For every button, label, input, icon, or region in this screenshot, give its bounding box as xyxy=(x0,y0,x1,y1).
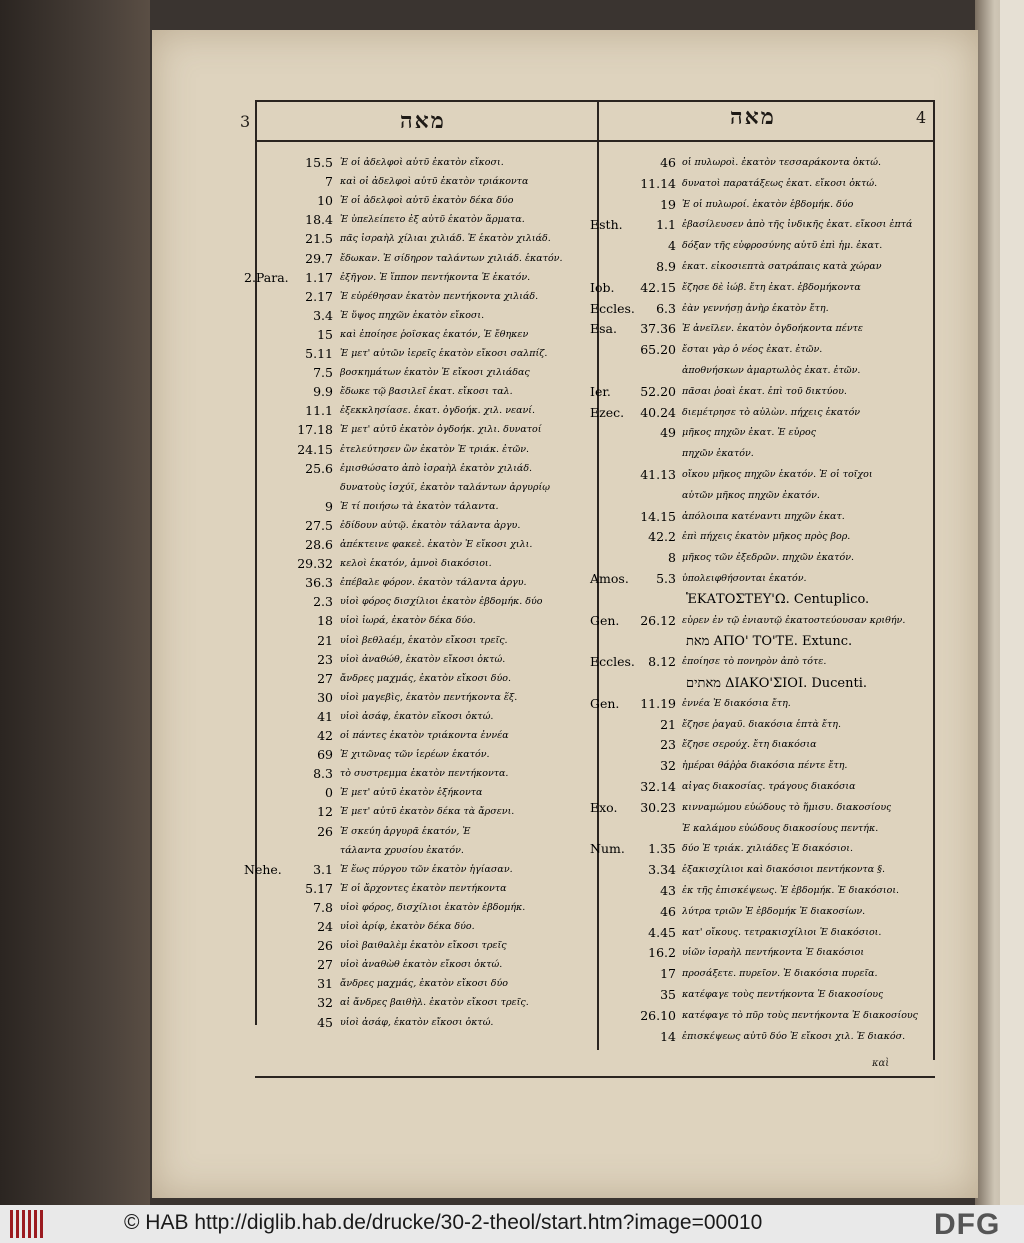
left-entry-text: Ἐ χιτῶνας τῶν ἱερέων ἑκατόν. xyxy=(340,749,490,761)
left-verse-reference: 27.5 xyxy=(305,517,333,533)
left-verse-reference: 17.18 xyxy=(297,422,333,438)
right-entry-text: κατέφαγε τοὺς πεντήκοντα Ἐ διακοσίους xyxy=(682,989,884,1000)
right-verse-reference: 11.14 xyxy=(640,175,676,191)
left-entry-text: υἱοὶ ἀσάφ, ἑκατὸν εἴκοσι ὀκτώ. xyxy=(340,1016,494,1028)
left-entry-text: ἐδίδουν αὐτῷ. ἑκατὸν τάλαντα ἀργυ. xyxy=(340,519,521,531)
right-entry-text: κινναμώμου εὐώδους τὸ ἥμισυ. διακοσίους xyxy=(682,801,892,813)
left-verse-reference: 31 xyxy=(317,976,333,992)
right-verse-reference: 23 xyxy=(660,737,676,753)
left-verse-reference: 11.1 xyxy=(305,403,333,419)
right-verse-reference: 1.35 xyxy=(648,841,676,857)
left-entry-text: υἱοὶ βαιθαλὲμ ἑκατὸν εἴκοσι τρεῖς xyxy=(340,940,507,952)
left-verse-reference: 9 xyxy=(325,498,333,514)
right-entry-text: ἐννέα Ἐ διακόσια ἔτη. xyxy=(682,697,791,709)
right-verse-reference: 40.24 xyxy=(640,404,676,420)
left-entry-text: ἐμισθώσατο ἀπὸ ἰσραὴλ ἑκατὸν χιλιάδ. xyxy=(340,462,533,474)
left-entry-text: αἱ ἄνδρες βαιθὴλ. ἑκατὸν εἴκοσι τρεῖς. xyxy=(340,997,529,1009)
left-entry-text: υἱοὶ ἀναθώθ, ἑκατὸν εἴκοσι ὀκτώ. xyxy=(340,653,506,665)
left-verse-reference: 30 xyxy=(317,689,333,705)
left-entry-text: πᾶς ἰσραὴλ χίλιαι χιλιάδ. Ἐ ἑκατὸν χιλιάδ. xyxy=(340,233,551,245)
right-entry-text: λύτρα τριῶν Ἐ ἑβδομήκ Ἐ διακοσίων. xyxy=(682,905,866,917)
left-verse-reference: 69 xyxy=(317,747,333,763)
right-verse-reference: 8.9 xyxy=(656,259,676,274)
right-verse-reference: 42.15 xyxy=(640,279,676,295)
right-verse-reference: 49 xyxy=(660,425,676,441)
frame-rule-left xyxy=(255,100,257,1025)
right-entry-text: μῆκος τῶν ἐξεδρῶν. πηχῶν ἑκατόν. xyxy=(682,552,854,564)
left-verse-reference: 7.8 xyxy=(313,899,333,915)
left-entry-text: υἱοὶ βεθλαέμ, ἑκατὸν εἴκοσι τρεῖς. xyxy=(340,634,508,646)
left-entry-text: υἱοὶ ἀσάφ, ἑκατὸν εἴκοσι ὀκτώ. xyxy=(340,710,494,722)
left-entry-text: υἱοὶ ἀναθὼθ ἑκατὸν εἴκοσι ὀκτώ. xyxy=(340,959,503,971)
right-entry-text: δύο Ἐ τριάκ. χιλιάδες Ἐ διακόσιοι. xyxy=(682,843,854,855)
right-entry-text: ἐβασίλευσεν ἀπὸ τῆς ἰνδικῆς ἑκατ. εἴκοσι ἑπτά xyxy=(682,219,913,231)
right-verse-reference: 26.10 xyxy=(640,1007,676,1023)
right-section-heading: מאתים ΔΙΑΚΟ'ΣΙΟΙ. Ducenti. xyxy=(686,676,867,691)
left-entry-text: Ἐ οἱ ἀδελφοὶ αὐτῦ ἑκατὸν εἴκοσι. xyxy=(340,157,504,168)
right-book-name: Eccles. xyxy=(590,654,635,670)
left-verse-reference: 3.1 xyxy=(313,861,333,877)
frame-rule-bottom xyxy=(255,1076,935,1078)
right-book-name: Iob. xyxy=(590,279,615,295)
left-verse-reference: 21.5 xyxy=(305,231,333,247)
right-book-name: Exo. xyxy=(590,799,618,815)
right-entry-text: ὑπολειφθήσονται ἑκατόν. xyxy=(682,573,807,584)
left-entry-text: ἔδωκαν. Ἐ σίδηρον ταλάντων χιλιάδ. ἑκατόν. xyxy=(340,252,563,264)
right-book-name: Gen. xyxy=(590,612,620,628)
right-verse-reference: 65.20 xyxy=(640,342,676,358)
right-verse-reference: 52.20 xyxy=(640,383,676,399)
left-verse-reference: 0 xyxy=(325,785,333,801)
left-verse-reference: 15.5 xyxy=(305,155,333,170)
right-entry-text: διεμέτρησε τὸ αὐλὼν. πήχεις ἑκατόν xyxy=(682,406,861,418)
left-entry-text: ἐπέβαλε φόρον. ἑκατὸν τάλαντα ἀργυ. xyxy=(340,577,527,589)
left-verse-reference: 2.3 xyxy=(313,594,333,610)
right-verse-reference: 17 xyxy=(660,966,676,982)
left-verse-reference: 5.17 xyxy=(305,880,333,896)
right-entry-text: ἔζησε ῥαγαῦ. διακόσια ἑπτὰ ἔτη. xyxy=(682,718,841,730)
left-entry-text: ἔδωκε τῷ βασιλεῖ ἑκατ. εἴκοσι ταλ. xyxy=(340,386,513,398)
left-verse-reference: 8.3 xyxy=(313,766,333,782)
right-entry-text: αὐτῶν μῆκος πηχῶν ἑκατόν. xyxy=(682,489,820,501)
right-verse-reference: 42.2 xyxy=(648,529,676,545)
left-entry-text: Ἐ μετ' αὐτῦ ἑκατὸν ὀγδοήκ. χιλι. δυνατοί xyxy=(340,424,542,436)
dfg-logo: DFG xyxy=(934,1208,1001,1241)
left-entry-text: Ἐ ἕως πύργου τῶν ἑκατὸν ἡγίασαν. xyxy=(340,863,513,875)
left-verse-reference: 27 xyxy=(317,670,333,686)
right-entry-text: οἴκου μῆκος πηχῶν ἑκατόν. Ἐ οἱ τοῖχοι xyxy=(682,469,873,480)
left-entry-text: υἱοὶ ἰωρά, ἑκατὸν δέκα δύο. xyxy=(340,615,476,627)
left-entry-text: ἐτελεύτησεν ὢν ἑκατὸν Ἐ τριάκ. ἐτῶν. xyxy=(340,443,529,455)
left-entry-text: τὸ συστρεμμα ἑκατὸν πεντήκοντα. xyxy=(340,768,509,780)
right-entry-text: εὗρεν ἐν τῷ ἐνιαυτῷ ἑκατοστεύουσαν κριθήν. xyxy=(682,614,906,626)
left-verse-reference: 28.6 xyxy=(305,537,333,552)
left-verse-reference: 12 xyxy=(317,804,333,820)
right-verse-reference: 35 xyxy=(660,987,676,1002)
hab-barcode-logo-icon[interactable] xyxy=(8,1208,48,1240)
right-entry-text: κατέφαγε τὸ πῦρ τοὺς πεντήκοντα Ἐ διακοσίους xyxy=(682,1009,919,1021)
right-verse-reference: 4 xyxy=(668,238,676,254)
left-verse-reference: 23 xyxy=(317,651,333,667)
right-book-name: Ier. xyxy=(590,383,611,399)
right-entry-text: κατ' οἴκους. τετρακισχίλιοι Ἐ διακόσιοι. xyxy=(682,926,882,938)
left-verse-reference: 36.3 xyxy=(305,575,333,591)
right-entry-text: ἔζησε σερούχ. ἔτη διακόσια xyxy=(682,739,817,751)
right-entry-text: μῆκος πηχῶν ἑκατ. Ἐ εὖρος xyxy=(682,427,817,439)
copyright-url[interactable]: © HAB http://diglib.hab.de/drucke/30-2-theol/start.htm?image=00010 xyxy=(124,1211,763,1234)
right-verse-reference: 8 xyxy=(668,550,676,566)
left-verse-reference: 29.32 xyxy=(297,556,333,572)
right-book-name: Gen. xyxy=(590,695,620,711)
right-entry-text: Ἐ οἱ πυλωροί. ἑκατὸν ἑβδομήκ. δύο xyxy=(682,198,854,210)
left-entry-text: υἱοὶ ἀρίφ, ἑκατὸν δέκα δύο. xyxy=(340,921,475,932)
right-section-heading: ἙΚΑΤΟΣΤΕΥ'Ω. Centuplico. xyxy=(686,591,870,607)
right-verse-reference: 19 xyxy=(660,196,676,212)
left-verse-reference: 24.15 xyxy=(297,441,333,457)
right-verse-reference: 5.3 xyxy=(656,571,676,586)
next-page-edge xyxy=(1000,0,1024,1205)
right-verse-reference: 1.1 xyxy=(656,217,676,233)
left-verse-reference: 7 xyxy=(325,174,333,190)
book-binding-left xyxy=(0,0,150,1205)
right-entry-text: Ἐ καλάμου εὐώδους διακοσίους πεντήκ. xyxy=(682,822,879,834)
right-entry-text: ἐπισκέψεως αὐτῦ δύο Ἐ εἴκοσι χιλ. Ἐ διακόσ. xyxy=(682,1030,906,1042)
right-entry-text: πηχῶν ἑκατόν. xyxy=(682,448,754,460)
right-entry-text: δυνατοὶ παρατάξεως ἑκατ. εἴκοσι ὀκτώ. xyxy=(682,177,878,189)
left-entry-text: καὶ ἐποίησε ῥοΐσκας ἑκατόν, Ἐ ἔθηκεν xyxy=(340,328,529,340)
right-book-name: Amos. xyxy=(590,571,629,586)
left-entry-text: Ἐ εὑρέθησαν ἑκατὸν πεντήκοντα χιλιάδ. xyxy=(340,290,539,302)
left-entry-text: οἱ πάντες ἑκατὸν τριάκοντα ἐννέα xyxy=(340,730,509,741)
left-entry-text: Ἐ μετ' αὐτῶν ἱερεῖς ἑκατὸν εἴκοσι σαλπίζ. xyxy=(340,348,548,359)
right-entry-text: ἑξακισχίλιοι καὶ διακόσιοι πεντήκοντα §. xyxy=(682,864,885,876)
right-verse-reference: 46 xyxy=(660,903,676,919)
right-verse-reference: 43 xyxy=(660,883,676,898)
right-verse-reference: 4.45 xyxy=(648,924,676,940)
right-entry-text: ἔζησε δὲ ἰώβ. ἔτη ἑκατ. ἑβδομήκοντα xyxy=(682,281,861,293)
left-verse-reference: 42 xyxy=(317,728,333,743)
left-entry-text: Ἐ οἱ ἄρχοντες ἑκατὸν πεντήκοντα xyxy=(340,882,507,894)
left-page-number: 3 xyxy=(240,112,251,131)
right-verse-reference: 14 xyxy=(660,1028,676,1044)
right-entry-text: ἐποίησε τὸ πονηρὸν ἀπὸ τότε. xyxy=(682,656,827,668)
right-page-number: 4 xyxy=(916,108,927,127)
right-entry-text: ἀπόλοιπα κατέναντι πηχῶν ἑκατ. xyxy=(682,510,845,522)
left-verse-reference: 18 xyxy=(317,613,333,629)
left-verse-reference: 3.4 xyxy=(313,307,333,323)
right-verse-reference: 6.3 xyxy=(656,300,676,316)
left-verse-reference: 41 xyxy=(317,708,333,724)
left-entry-text: ἄνδρες μαχμάς, ἑκατὸν εἴκοσι δύο xyxy=(340,978,508,990)
left-entry-text: κελοὶ ἑκατόν, ἀμνοὶ διακόσιοι. xyxy=(340,558,492,570)
left-verse-reference: 24 xyxy=(317,919,333,934)
right-entry-text: ἐκ τῆς ἐπισκέψεως. Ἐ ἑβδομήκ. Ἐ διακόσιοι. xyxy=(682,885,900,896)
left-entry-text: Ἐ μετ' αὐτῦ ἑκατὸν δέκα τὰ ἄρσενι. xyxy=(340,806,515,818)
left-verse-reference: 45 xyxy=(317,1014,333,1030)
right-entry-text: υἱῶν ἰσραὴλ πεντήκοντα Ἐ διακόσιοι xyxy=(682,947,865,959)
left-verse-reference: 5.11 xyxy=(305,346,333,361)
left-entry-text: υἱοὶ φόρος, δισχίλιοι ἑκατὸν ἑβδομήκ. xyxy=(340,901,526,913)
left-verse-reference: 9.9 xyxy=(313,384,333,400)
right-verse-reference: 30.23 xyxy=(640,799,676,815)
left-verse-reference: 18.4 xyxy=(305,212,333,228)
right-book-name: Eccles. xyxy=(590,300,635,316)
left-verse-reference: 21 xyxy=(317,632,333,648)
left-book-name: Nehe. xyxy=(244,861,282,877)
right-verse-reference: 14.15 xyxy=(640,508,676,524)
left-verse-reference: 1.17 xyxy=(305,269,333,285)
right-verse-reference: 3.34 xyxy=(648,862,676,878)
right-entry-text: ἀποθνήσκων ἁμαρτωλὸς ἑκατ. ἐτῶν. xyxy=(682,365,861,376)
right-entry-text: Ἐ ἀνεῖλεν. ἑκατὸν ὀγδοήκοντα πέντε xyxy=(682,323,863,335)
left-entry-text: ἐξῆγον. Ἐ ἵππον πεντήκοντα Ἐ ἑκατόν. xyxy=(340,271,531,283)
left-verse-reference: 25.6 xyxy=(305,460,333,476)
right-verse-reference: 11.19 xyxy=(640,695,676,711)
left-entry-text: Ἐ σκεύη ἀργυρᾶ ἑκατόν, Ἐ xyxy=(340,825,471,837)
left-entry-text: υἱοὶ μαγεβὶς, ἑκατὸν πεντήκοντα ἕξ. xyxy=(340,691,518,703)
right-verse-reference: 32.14 xyxy=(640,779,676,794)
right-verse-reference: 26.12 xyxy=(640,612,676,628)
left-entry-text: Ἐ ὑπελείπετο ἐξ αὐτῦ ἑκατὸν ἅρματα. xyxy=(340,214,525,226)
right-book-name: Esth. xyxy=(590,217,623,233)
right-entry-text: ἐπὶ πήχεις ἑκατὸν μῆκος πρὸς βορ. xyxy=(682,531,851,543)
right-entry-text: προσάξετε. πυρεῖον. Ἐ διακόσια πυρεῖα. xyxy=(682,968,878,980)
left-entry-text: τάλαντα χρυσίου ἑκατόν. xyxy=(340,844,464,856)
frame-rule-header xyxy=(255,140,935,142)
right-entry-text: αἶγας διακοσίας. τράγους διακόσια xyxy=(682,781,856,792)
left-verse-reference: 27 xyxy=(317,957,333,973)
right-entry-text: ἡμέραι θάῤῥα διακόσια πέντε ἔτη. xyxy=(682,760,848,772)
left-verse-reference: 7.5 xyxy=(313,365,333,381)
left-verse-reference: 2.17 xyxy=(305,288,333,304)
right-section-heading: מאת ΑΠΟ' ΤΟ'ΤΕ. Extunc. xyxy=(686,634,853,650)
frame-rule-right xyxy=(933,100,935,1060)
left-entry-text: καὶ οἱ ἀδελφοὶ αὐτῦ ἑκατὸν τριάκοντα xyxy=(340,176,529,188)
right-book-name: Num. xyxy=(590,841,625,857)
left-verse-reference: 10 xyxy=(317,193,333,209)
left-verse-reference: 15 xyxy=(317,326,333,342)
right-verse-reference: 21 xyxy=(660,716,676,732)
left-entry-text: Ἐ μετ' αὐτῦ ἑκατὸν ἑξήκοντα xyxy=(340,787,483,799)
right-verse-reference: 32 xyxy=(660,758,676,774)
left-entry-text: ἄνδρες μαχμάς, ἑκατὸν εἴκοσι δύο. xyxy=(340,672,511,684)
right-entry-text: πᾶσαι ῥοαὶ ἑκατ. ἐπὶ τοῦ δικτύου. xyxy=(682,385,847,397)
left-entry-text: Ἐ οἱ ἀδελφοὶ αὐτῦ ἑκατὸν δέκα δύο xyxy=(340,195,514,207)
right-hebrew-header: מאה xyxy=(730,104,776,130)
left-entry-text: ἀπέκτεινε φακεὲ. ἑκατὸν Ἐ εἴκοσι χιλι. xyxy=(340,539,533,550)
right-entry-text: ἔσται γὰρ ὁ νέος ἑκατ. ἐτῶν. xyxy=(682,344,823,356)
left-verse-reference: 29.7 xyxy=(305,250,333,266)
right-verse-reference: 46 xyxy=(660,155,676,170)
frame-rule-top xyxy=(255,100,935,102)
right-entry-text: ἐὰν γεννήσῃ ἀνὴρ ἑκατὸν ἔτη. xyxy=(682,302,829,314)
left-entry-text: ἐξεκκλησίασε. ἑκατ. ὀγδοήκ. χιλ. νεανί. xyxy=(340,405,536,417)
right-verse-reference: 16.2 xyxy=(648,945,676,961)
left-entry-text: Ἐ τί ποιήσω τὰ ἑκατὸν τάλαντα. xyxy=(340,500,499,512)
left-hebrew-header: מאה xyxy=(400,108,446,134)
right-book-name: Ezec. xyxy=(590,404,625,420)
left-entry-text: δυνατοὺς ἰσχύϊ, ἑκατὸν ταλάντων ἀργυρίῳ xyxy=(340,481,550,493)
left-entry-text: Ἐ ὕψος πηχῶν ἑκατὸν εἴκοσι. xyxy=(340,309,485,321)
right-entry-text: οἱ πυλωροὶ. ἑκατὸν τεσσαράκοντα ὀκτώ. xyxy=(682,157,881,168)
left-verse-reference: 26 xyxy=(317,938,333,954)
right-verse-reference: 37.36 xyxy=(640,321,676,337)
left-verse-reference: 26 xyxy=(317,823,333,839)
right-book-name: Esa. xyxy=(590,321,617,337)
catchword: καὶ xyxy=(872,1058,890,1069)
footer-bar xyxy=(0,1205,1024,1243)
left-entry-text: βοσκημάτων ἑκατὸν Ἐ εἴκοσι χιλιάδας xyxy=(340,367,530,379)
right-entry-text: ἑκατ. εἰκοσιεπτὰ σατράπαις κατὰ χώραν xyxy=(682,261,882,272)
left-entry-text: υἱοὶ φόρος δισχίλιοι ἑκατὸν ἑβδομήκ. δύο xyxy=(340,596,543,608)
left-book-name: 2.Para. xyxy=(244,269,289,285)
left-verse-reference: 32 xyxy=(317,995,333,1011)
right-verse-reference: 8.12 xyxy=(648,654,676,670)
right-verse-reference: 41.13 xyxy=(640,467,676,482)
right-entry-text: δόξαν τῆς εὐφροσύνης αὐτῦ ἐπὶ ἡμ. ἑκατ. xyxy=(682,240,883,252)
